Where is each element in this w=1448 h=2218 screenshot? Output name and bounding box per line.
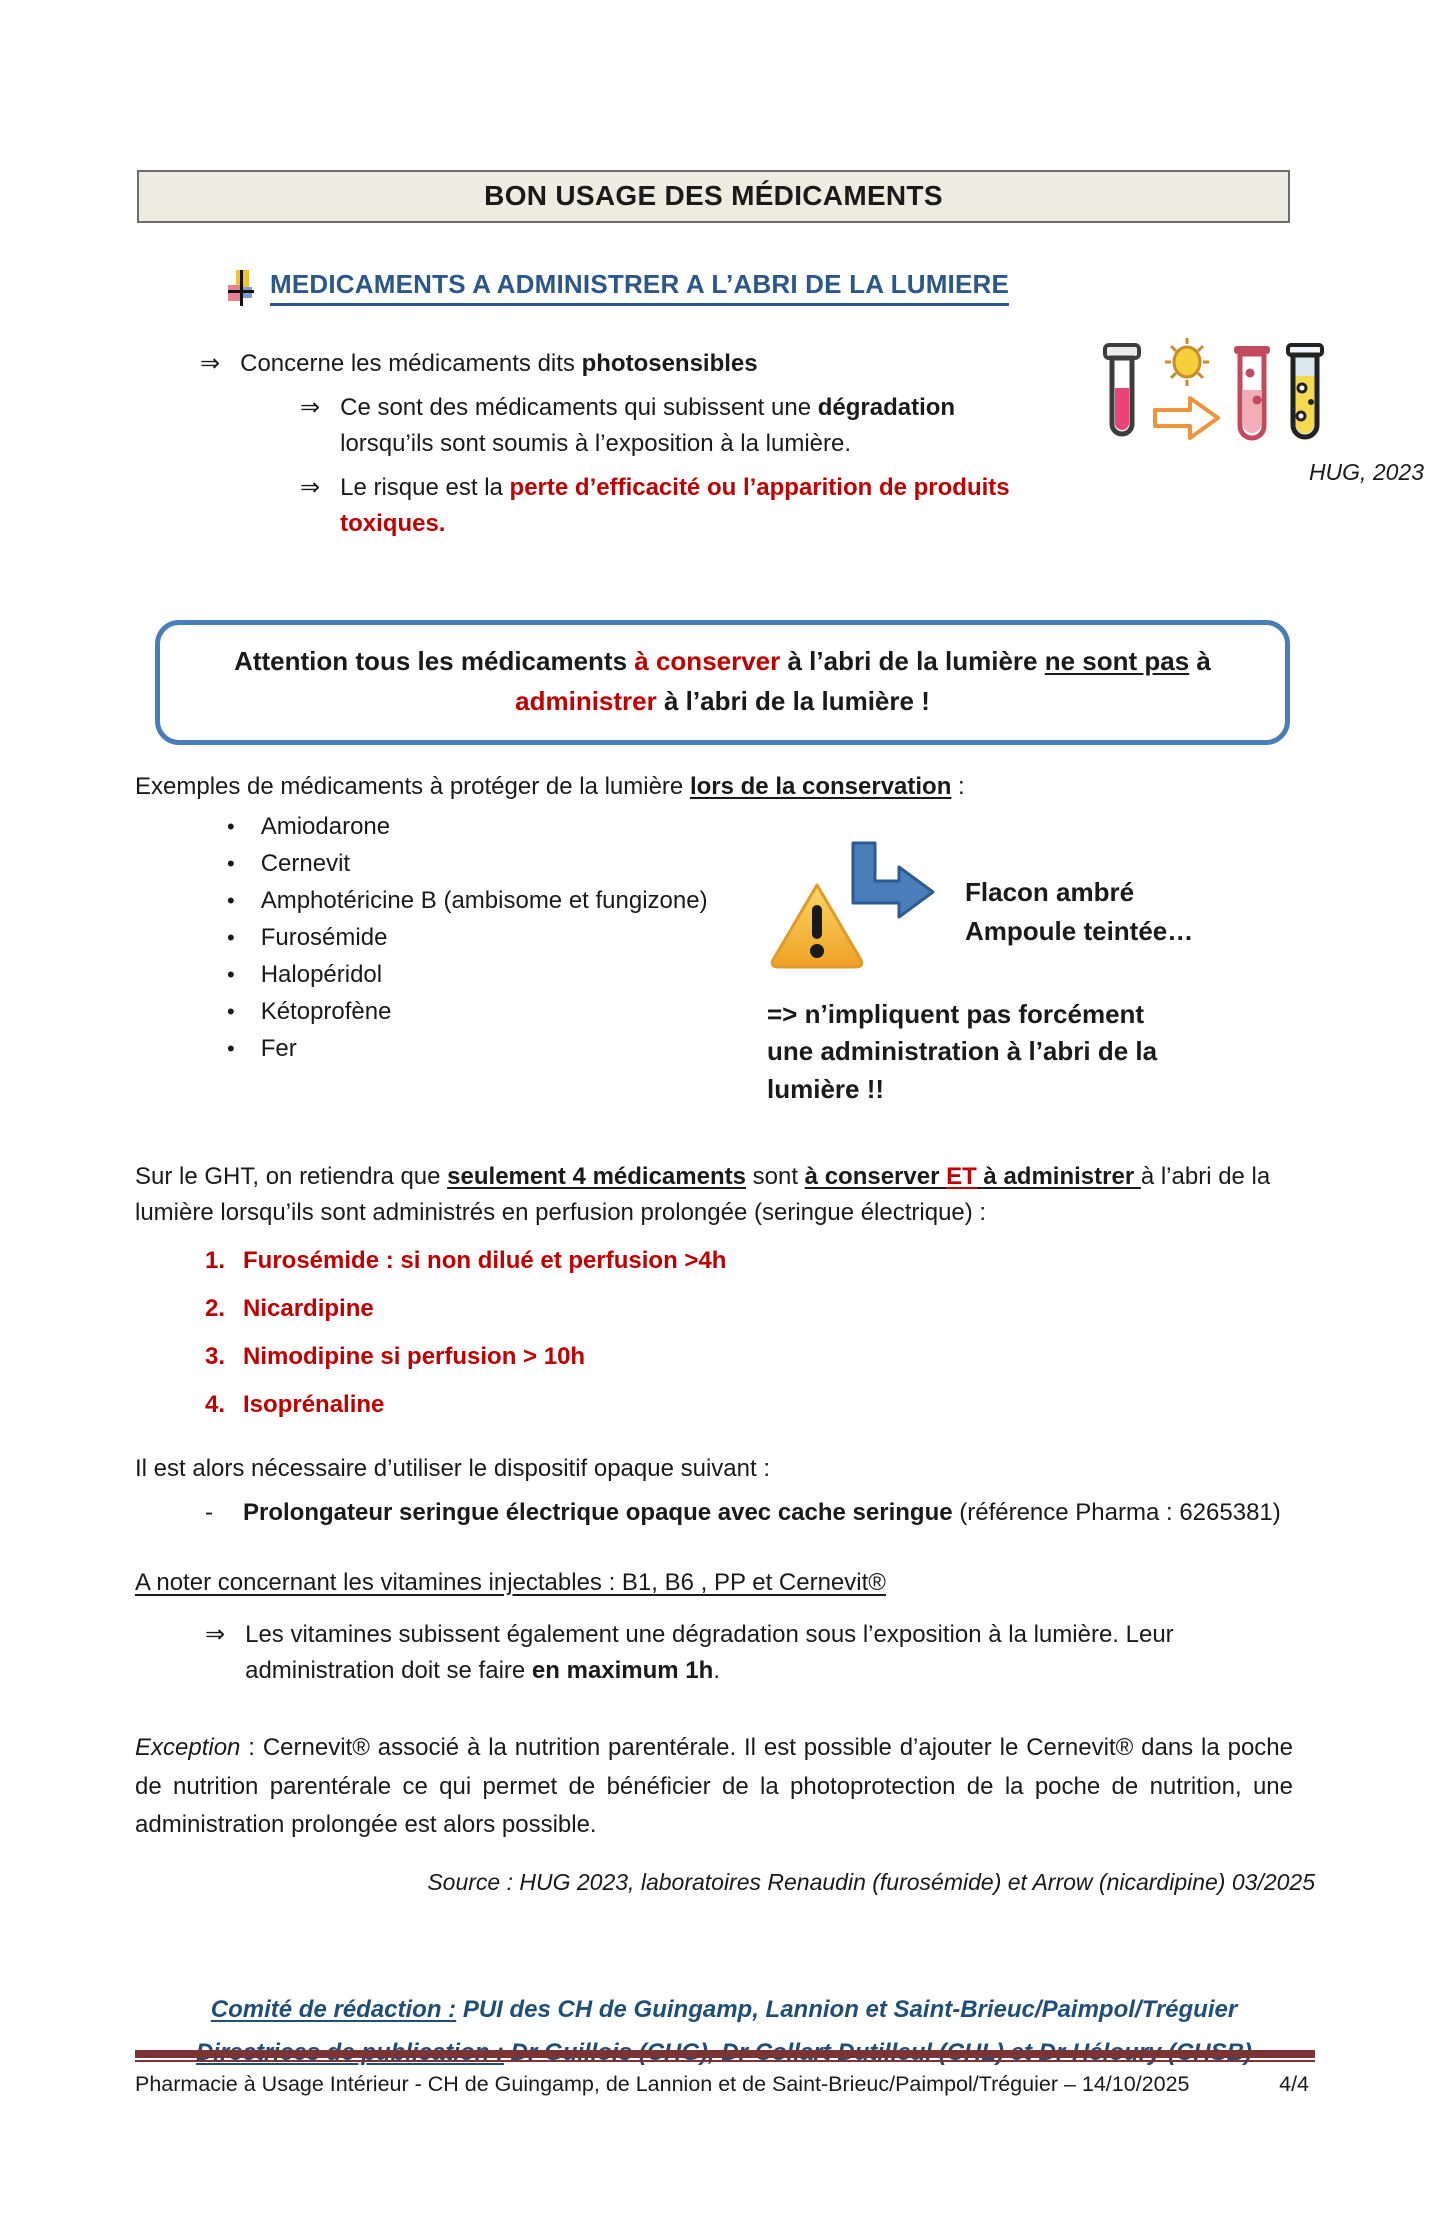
bullet-dot: • xyxy=(227,998,235,1024)
list-item xyxy=(227,886,767,914)
example-drug: Kétoprofène xyxy=(260,997,392,1025)
amber-vial-labels: Flacon ambré Ampoule teintée… xyxy=(965,876,1194,946)
footer-rule-thin xyxy=(135,2060,1315,2062)
item-label: Isoprénaline xyxy=(243,1390,385,1418)
list-item xyxy=(227,849,767,877)
example-drug: Amiodarone xyxy=(260,812,391,840)
list-item xyxy=(205,1245,1293,1277)
device-item xyxy=(205,1495,1293,1531)
list-item xyxy=(227,923,767,951)
examples-section xyxy=(135,773,1448,1109)
item-label: Furosémide : si non dilué et perfusion >4h xyxy=(243,1246,727,1274)
list-item xyxy=(205,1389,1293,1421)
bullet-dot: • xyxy=(227,1035,235,1061)
vitamins-body-text: Les vitamines subissent également une dégradation sous l’exposition à la lumière. Leur administration doit se faire en maximum 1h. xyxy=(245,1620,1174,1684)
list-item xyxy=(227,960,767,988)
intro-line-2-text: Ce sont des médicaments qui subissent une dégradation lorsqu’ils sont soumis à l’exposition à la lumière. xyxy=(340,394,956,457)
list-item xyxy=(227,997,767,1025)
test-tube-icon xyxy=(1100,342,1144,451)
list-item xyxy=(205,1341,1293,1373)
device-item-text: Prolongateur seringue électrique opaque avec cache seringue (référence Pharma : 6265381) xyxy=(243,1498,1281,1526)
section-heading: MEDICAMENTS A ADMINISTRER A L’ABRI DE LA LUMIERE xyxy=(270,269,1009,306)
warning-callout-text: Attention tous les médicaments à conserver à l’abri de la lumière ne sont pas à administrer à l’abri de la lumière ! xyxy=(234,646,1211,717)
sun-icon xyxy=(1158,336,1216,393)
illustration-caption: HUG, 2023 xyxy=(1308,459,1424,485)
vitamins-section xyxy=(135,1565,1293,1689)
intro-line-1-text: Concerne les médicaments dits photosensibles xyxy=(240,350,758,377)
item-number: 3. xyxy=(205,1342,226,1370)
ght-section xyxy=(135,1159,1293,1421)
document-title: BON USAGE DES MÉDICAMENTS xyxy=(484,180,943,211)
credits-redaction: Comité de rédaction : PUI des CH de Guingamp, Lannion et Saint-Brieuc/Paimpol/Tréguier xyxy=(210,1996,1238,2024)
page-footer xyxy=(135,2050,1315,2097)
intro-text xyxy=(200,346,1100,550)
elbow-arrow-icon xyxy=(841,841,941,932)
degraded-yellow-tube-icon xyxy=(1282,342,1328,451)
intro-line-3 xyxy=(300,470,1100,542)
ght-intro: Sur le GHT, on retiendra que seulement 4 médicaments sont à conserver ET à administrer à l’abri de la lumière lorsqu’ils sont administrés en perfusion prolongée (seringue électrique) : xyxy=(135,1162,1271,1226)
ght-list xyxy=(135,1245,1293,1421)
opaque-device-section xyxy=(135,1451,1293,1531)
bullet-dot: • xyxy=(227,887,235,913)
item-number: 4. xyxy=(205,1390,226,1418)
intro-line-1 xyxy=(200,346,1100,382)
dash-bullet: - xyxy=(205,1498,213,1526)
intro-line-2 xyxy=(300,390,1100,462)
footer-left-text: Pharmacie à Usage Intérieur - CH de Guingamp, de Lannion et de Saint-Brieuc/Paimpol/Tréguier – 14/10/2025 xyxy=(135,2072,1190,2096)
item-number: 1. xyxy=(205,1246,226,1274)
double-arrow-bullet: ⇒ xyxy=(205,1620,226,1648)
amber-vial-note: => n’impliquent pas forcément une administration à l’abri de la lumière !! xyxy=(767,998,1158,1104)
footer-rule-thick xyxy=(135,2050,1315,2058)
degraded-red-tube-icon xyxy=(1230,342,1274,451)
item-label: Nicardipine xyxy=(243,1294,374,1322)
photosensitivity-illustration xyxy=(1100,342,1430,550)
list-item xyxy=(227,812,767,840)
example-drug: Furosémide xyxy=(260,923,388,951)
list-item xyxy=(205,1293,1293,1325)
device-intro: Il est alors nécessaire d’utiliser le dispositif opaque suivant : xyxy=(135,1454,770,1482)
bullet-dot: • xyxy=(227,924,235,950)
item-label: Nimodipine si perfusion > 10h xyxy=(243,1342,586,1370)
list-item xyxy=(227,1034,767,1062)
double-arrow-bullet: ⇒ xyxy=(200,350,221,377)
double-arrow-bullet: ⇒ xyxy=(300,474,321,501)
bullet-dot: • xyxy=(227,813,235,839)
example-drug: Fer xyxy=(260,1034,297,1062)
page-number: 4/4 xyxy=(1279,2072,1309,2096)
colored-plus-icon xyxy=(228,270,254,306)
intro-line-3-text: Le risque est la perte d’efficacité ou l’apparition de produits toxiques. xyxy=(340,474,1010,537)
bullet-dot: • xyxy=(227,961,235,987)
bullet-dot: • xyxy=(227,850,235,876)
double-arrow-bullet: ⇒ xyxy=(300,394,321,421)
document-page xyxy=(0,170,1448,2218)
example-drug: Amphotéricine B (ambisome et fungizone) xyxy=(260,886,708,914)
source-line: Source : HUG 2023, laboratoires Renaudin (furosémide) et Arrow (nicardipine) 03/2025 xyxy=(427,1869,1315,1896)
orange-arrow-icon xyxy=(1152,393,1222,448)
examples-list xyxy=(227,812,767,1109)
section-heading-row xyxy=(228,269,1448,306)
examples-intro: Exemples de médicaments à protéger de la lumière lors de la conservation : xyxy=(135,772,965,800)
example-drug: Halopéridol xyxy=(260,960,383,988)
vitamins-body-line xyxy=(205,1617,1293,1689)
example-drug: Cernevit xyxy=(260,849,351,877)
intro-section xyxy=(200,346,1448,550)
document-title-box xyxy=(137,170,1290,223)
warning-callout-box xyxy=(155,620,1290,745)
item-number: 2. xyxy=(205,1294,226,1322)
exception-paragraph: Exception : Cernevit® associé à la nutrition parentérale. Il est possible d’ajouter le Cernevit® dans la poche de nutrition parentérale ce qui permet de bénéficier de la photoprotection de la poche de nutrition, une administration prolongée est alors possible. xyxy=(135,1733,1293,1839)
sun-and-arrow xyxy=(1152,336,1222,448)
vitamins-heading: A noter concernant les vitamines injectables : B1, B6 , PP et Cernevit® xyxy=(135,1568,886,1596)
amber-vial-aside xyxy=(767,841,1287,1109)
